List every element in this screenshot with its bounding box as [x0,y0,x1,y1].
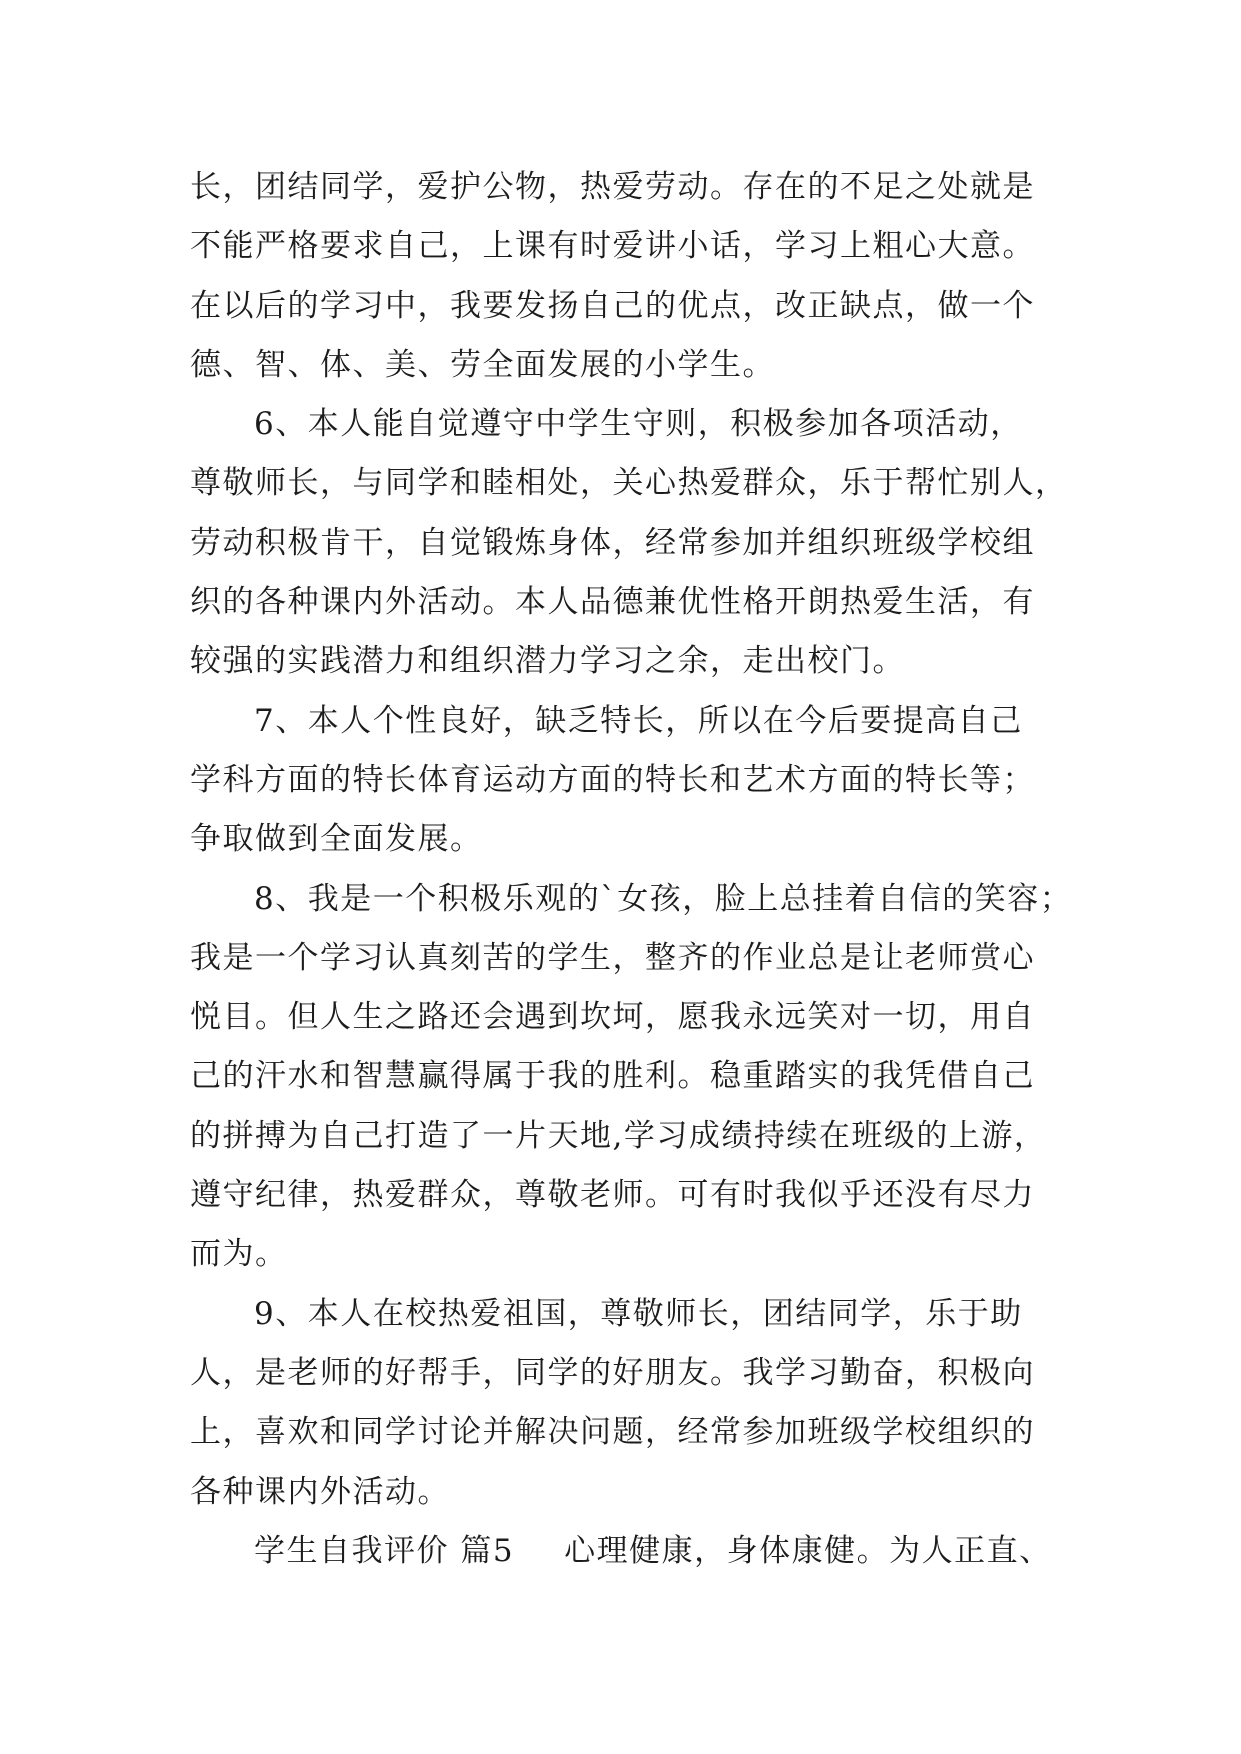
text-line-4: 德、智、体、美、劳全面发展的小学生。 [190,346,775,383]
paragraph-7-first-line: 7、本人个性良好，缺乏特长，所以在今后要提高自己 [254,702,1023,739]
text-line-8: 织的各种课内外活动。本人品德兼优性格开朗热爱生活，有 [190,584,1035,621]
document-body [190,158,1090,1581]
text-line-7: 劳动积极肯干，自觉锻炼身体，经常参加并组织班级学校组 [190,524,1035,561]
paragraph-6-first-line: 6、本人能自觉遵守中学生守则，积极参加各项活动， [254,406,1023,443]
text-line-9: 较强的实践潜力和组织潜力学习之余，走出校门。 [190,643,905,680]
text-line-14: 我是一个学习认真刻苦的学生，整齐的作业总是让老师赏心 [190,939,1035,976]
text-line-6: 尊敬师长，与同学和睦相处，关心热爱群众，乐于帮忙别人， [190,465,1068,502]
text-line-2: 不能严格要求自己，上课有时爱讲小话，学习上粗心大意。 [190,228,1035,265]
text-line-3: 在以后的学习中，我要发扬自己的优点，改正缺点，做一个 [190,287,1035,324]
text-line-12: 争取做到全面发展。 [190,821,483,858]
text-line-15: 悦目。但人生之路还会遇到坎坷，愿我永远笑对一切，用自 [190,999,1035,1036]
text-line-11: 学科方面的特长体育运动方面的特长和艺术方面的特长等； [190,761,1035,798]
text-line-16: 己的汗水和智慧赢得属于我的胜利。稳重踏实的我凭借自己 [190,1058,1035,1095]
text-line-18: 遵守纪律，热爱群众，尊敬老师。可有时我似乎还没有尽力 [190,1177,1035,1214]
text-line-23: 各种课内外活动。 [190,1473,450,1510]
text-line-21: 人，是老师的好帮手，同学的好朋友。我学习勤奋，积极向 [190,1354,1035,1391]
paragraph-9-first-line: 9、本人在校热爱祖国，尊敬师长，团结同学，乐于助 [254,1295,1023,1332]
section-heading: 学生自我评价 篇5 [254,1532,515,1569]
paragraph-8-first-line: 8、我是一个积极乐观的`女孩，脸上总挂着自信的笑容； [254,880,1073,917]
section-first-text: 心理健康，身体康健。为人正直、 [564,1532,1052,1569]
text-line-1: 长，团结同学，爱护公物，热爱劳动。存在的不足之处就是 [190,169,1035,205]
text-line-22: 上，喜欢和同学讨论并解决问题，经常参加班级学校组织的 [190,1414,1035,1451]
text-line-17: 的拼搏为自己打造了一片天地,学习成绩持续在班级的上游， [190,1117,1047,1154]
text-line-19: 而为。 [190,1236,288,1273]
section-heading-line [190,1522,1090,1581]
